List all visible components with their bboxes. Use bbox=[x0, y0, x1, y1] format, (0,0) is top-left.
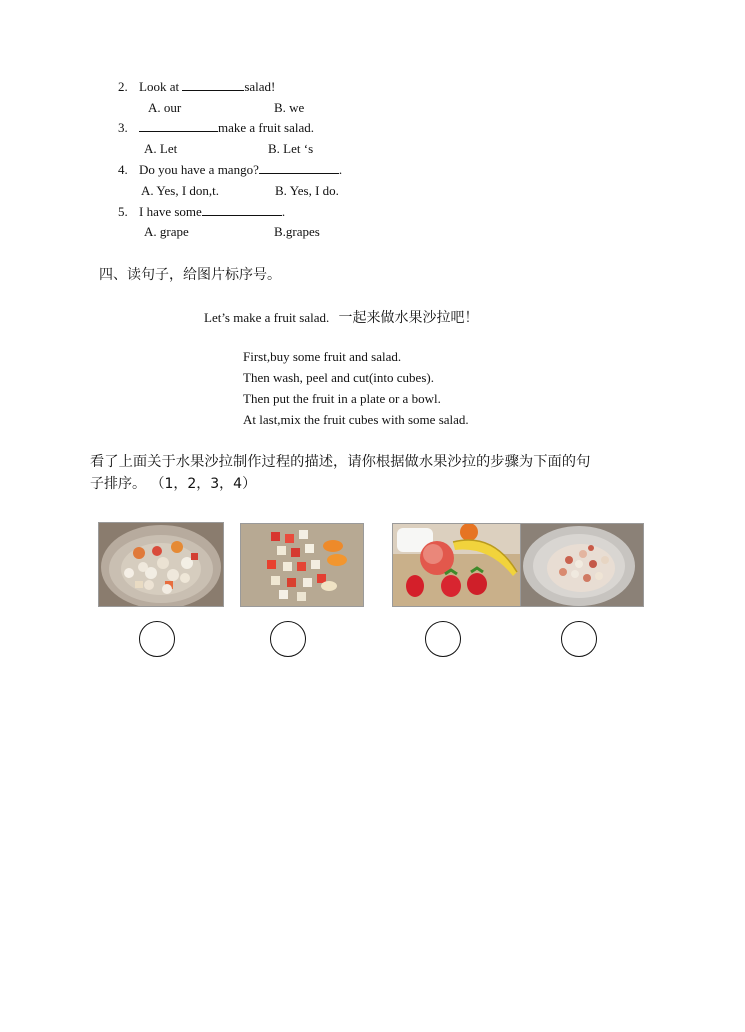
option-a: A. Yes, I don,t. bbox=[141, 183, 220, 198]
question-text-post: . bbox=[338, 162, 343, 177]
answer-circle[interactable] bbox=[270, 621, 306, 657]
answer-blank[interactable] bbox=[202, 204, 282, 216]
instruction-line-1: 看了上面关于水果沙拉制作过程的描述，请你根据做水果沙拉的步骤为下面的句 bbox=[90, 454, 591, 470]
answer-circle[interactable] bbox=[561, 621, 597, 657]
question-text-pre: I have some bbox=[139, 204, 202, 219]
step-line: At last,mix the fruit cubes with some salad. bbox=[243, 412, 469, 427]
fruit-salad-bowl-photo bbox=[98, 522, 224, 607]
cut-fruit-cubes-photo bbox=[240, 523, 364, 607]
passage-title bbox=[204, 307, 479, 327]
answer-blank[interactable] bbox=[182, 79, 244, 91]
step-line: Then put the fruit in a plate or a bowl. bbox=[243, 391, 441, 406]
question-number: 4. bbox=[118, 162, 128, 177]
answer-blank[interactable] bbox=[259, 162, 339, 174]
question-2 bbox=[118, 79, 275, 95]
question-text-post: make a fruit salad. bbox=[218, 120, 315, 135]
question-text-pre: Look at bbox=[139, 79, 183, 94]
option-b: B. we bbox=[274, 100, 305, 115]
passage-title-en: Let’s make a fruit salad. bbox=[204, 310, 330, 325]
option-a: A. grape bbox=[144, 224, 189, 239]
question-text-pre: Do you have a mango? bbox=[139, 162, 259, 177]
passage-title-cn: 一起来做水果沙拉吧！ bbox=[338, 310, 479, 326]
option-a: A. Let bbox=[144, 141, 178, 156]
answer-blank[interactable] bbox=[139, 120, 218, 132]
mixed-salad-bowl-photo bbox=[520, 523, 644, 607]
option-a: A. our bbox=[148, 100, 182, 115]
option-b: B.grapes bbox=[274, 224, 320, 239]
section-heading: 四、读句子，给图片标序号。 bbox=[99, 267, 281, 283]
answer-circle[interactable] bbox=[425, 621, 461, 657]
question-number: 3. bbox=[118, 120, 128, 135]
answer-circle[interactable] bbox=[139, 621, 175, 657]
question-number: 2. bbox=[118, 79, 128, 94]
option-b: B. Yes, I do. bbox=[275, 183, 339, 198]
question-4 bbox=[118, 162, 342, 178]
question-text-post: salad! bbox=[244, 79, 276, 94]
question-5 bbox=[118, 204, 285, 220]
whole-fruits-photo bbox=[392, 523, 521, 607]
question-number: 5. bbox=[118, 204, 128, 219]
step-line: Then wash, peel and cut(into cubes). bbox=[243, 370, 434, 385]
step-line: First,buy some fruit and salad. bbox=[243, 349, 402, 364]
option-b: B. Let ‘s bbox=[268, 141, 314, 156]
instruction-line-2: 子排序。 （1，2，3，4） bbox=[90, 476, 257, 492]
question-text-post: . bbox=[281, 204, 286, 219]
question-3 bbox=[118, 120, 314, 136]
